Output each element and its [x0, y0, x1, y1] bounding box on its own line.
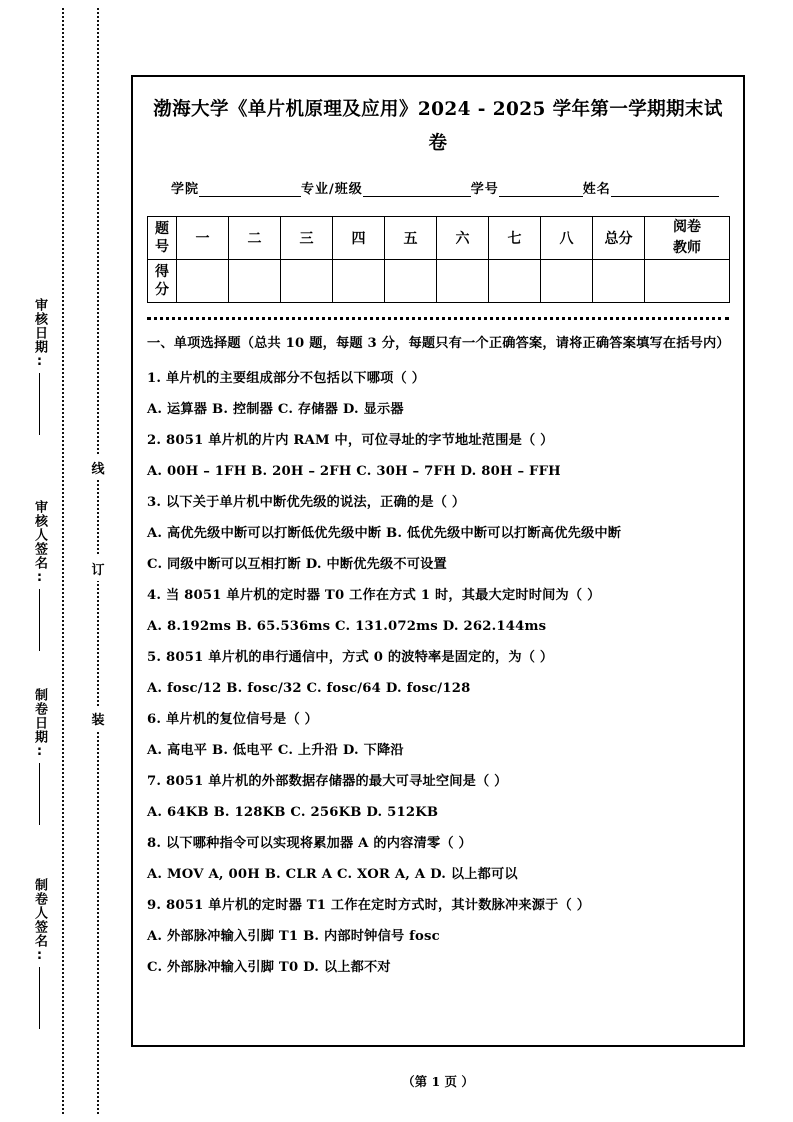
score-cell-2[interactable]: [229, 260, 281, 303]
field-college: [171, 178, 301, 197]
margin-labels: [22, 0, 62, 1122]
row-header-char-2: 分: [155, 282, 169, 298]
margin-label-text: 制卷人签名:: [32, 878, 47, 964]
question-body: [147, 331, 729, 983]
column-header-grader: [645, 217, 730, 260]
field-student-id-input[interactable]: [499, 183, 583, 197]
score-table: [147, 216, 730, 303]
exam-content-frame: [131, 75, 745, 1047]
question-options-2: A. 00H – 1FH B. 20H – 2FH C. 30H – 7FH D. 80H – FFH: [147, 464, 561, 479]
grader-label-line-2: 教师: [673, 240, 701, 256]
question-stem-3: 3. 以下关于单片机中断优先级的说法，正确的是（ ）: [147, 495, 466, 510]
margin-label-review-date: [22, 298, 56, 435]
question-options-9a: A. 外部脉冲输入引脚 T1 B. 内部时钟信号 fosc: [147, 929, 440, 944]
question-stem-8: 8. 以下哪种指令可以实现将累加器 A 的内容清零（ ）: [147, 836, 472, 851]
column-header-total: 总分: [593, 217, 645, 260]
question-options-6: A. 高电平 B. 低电平 C. 上升沿 D. 下降沿: [147, 743, 404, 758]
field-student-id: [471, 178, 583, 197]
table-row-question-numbers: [148, 217, 730, 260]
margin-label-text: 制卷日期:: [32, 688, 47, 760]
margin-rule: [39, 373, 40, 435]
field-major-class-input[interactable]: [363, 183, 471, 197]
column-header-4: 四: [333, 217, 385, 260]
seal-char-xian: 线: [88, 455, 108, 480]
question-options-5: A. fosc/12 B. fosc/32 C. fosc/64 D. fosc/128: [147, 681, 471, 696]
question-stem-1: 1. 单片机的主要组成部分不包括以下哪项（ ）: [147, 371, 426, 386]
score-cell-5[interactable]: [385, 260, 437, 303]
column-header-5: 五: [385, 217, 437, 260]
column-header-1: 一: [177, 217, 229, 260]
question-options-7: A. 64KB B. 128KB C. 256KB D. 512KB: [147, 805, 439, 820]
question-options-1: A. 运算器 B. 控制器 C. 存储器 D. 显示器: [147, 402, 404, 417]
row-header-char-1: 得: [155, 264, 169, 280]
seal-dotted-line-outer: [62, 8, 64, 1114]
field-name-input[interactable]: [611, 183, 719, 197]
margin-label-preparer-signature: [22, 878, 56, 1029]
student-info-row: [147, 178, 729, 197]
question-stem-2: 2. 8051 单片机的片内 RAM 中，可位寻址的字节地址范围是（ ）: [147, 433, 554, 448]
score-cell-8[interactable]: [541, 260, 593, 303]
question-stem-5: 5. 8051 单片机的串行通信中，方式 0 的波特率是固定的，为（ ）: [147, 650, 554, 665]
score-cell-total[interactable]: [593, 260, 645, 303]
margin-label-text: 审核日期:: [32, 298, 47, 370]
header-separator: [147, 317, 729, 320]
score-cell-grader[interactable]: [645, 260, 730, 303]
question-options-8: A. MOV A, 00H B. CLR A C. XOR A, A D. 以上都可以: [147, 867, 518, 882]
margin-label-prepare-date: [22, 688, 56, 825]
field-major-class: [301, 178, 471, 197]
margin-label-reviewer-signature: [22, 500, 56, 651]
column-header-6: 六: [437, 217, 489, 260]
row-header-char-1: 题: [155, 221, 169, 237]
score-cell-4[interactable]: [333, 260, 385, 303]
margin-rule: [39, 763, 40, 825]
field-major-class-label: 专业/班级: [301, 182, 363, 197]
question-stem-7: 7. 8051 单片机的外部数据存储器的最大可寻址空间是（ ）: [147, 774, 508, 789]
score-cell-3[interactable]: [281, 260, 333, 303]
row-header-score: [148, 260, 177, 303]
question-stem-6: 6. 单片机的复位信号是（ ）: [147, 712, 319, 727]
page-footer: （第 1 页 ）: [402, 1074, 474, 1089]
grader-label-line-1: 阅卷: [673, 219, 701, 235]
score-cell-7[interactable]: [489, 260, 541, 303]
field-name: [583, 178, 719, 197]
row-header-char-2: 号: [155, 239, 169, 255]
field-name-label: 姓名: [582, 182, 611, 197]
seal-char-ding: 订: [88, 556, 108, 581]
column-header-7: 七: [489, 217, 541, 260]
question-options-9b: C. 外部脉冲输入引脚 T0 D. 以上都不对: [147, 960, 391, 975]
seal-char-zhuang: 装: [88, 706, 108, 731]
table-row-scores: [148, 260, 730, 303]
page-title: 渤海大学《单片机原理及应用》2024 - 2025 学年第一学期期末试卷: [153, 99, 723, 154]
question-stem-9: 9. 8051 单片机的定时器 T1 工作在定时方式时，其计数脉冲来源于（ ）: [147, 898, 591, 913]
margin-rule: [39, 589, 40, 651]
question-options-3a: A. 高优先级中断可以打断低优先级中断 B. 低优先级中断可以打断高优先级中断: [147, 526, 622, 541]
column-header-2: 二: [229, 217, 281, 260]
field-college-input[interactable]: [199, 183, 301, 197]
score-cell-1[interactable]: [177, 260, 229, 303]
score-cell-6[interactable]: [437, 260, 489, 303]
question-stem-4: 4. 当 8051 单片机的定时器 T0 工作在方式 1 时，其最大定时时间为（ ）: [147, 588, 601, 603]
column-header-3: 三: [281, 217, 333, 260]
section-heading: 一、单项选择题（总共 10 题，每题 3 分，每题只有一个正确答案，请将正确答案填写在括号内）: [147, 336, 730, 351]
column-header-8: 八: [541, 217, 593, 260]
question-options-4: A. 8.192ms B. 65.536ms C. 131.072ms D. 262.144ms: [147, 619, 547, 634]
field-student-id-label: 学号: [470, 182, 499, 197]
question-options-3b: C. 同级中断可以互相打断 D. 中断优先级不可设置: [147, 557, 447, 572]
row-header-question-number: [148, 217, 177, 260]
margin-label-text: 审核人签名:: [32, 500, 47, 586]
margin-rule: [39, 967, 40, 1029]
field-college-label: 学院: [171, 182, 200, 197]
